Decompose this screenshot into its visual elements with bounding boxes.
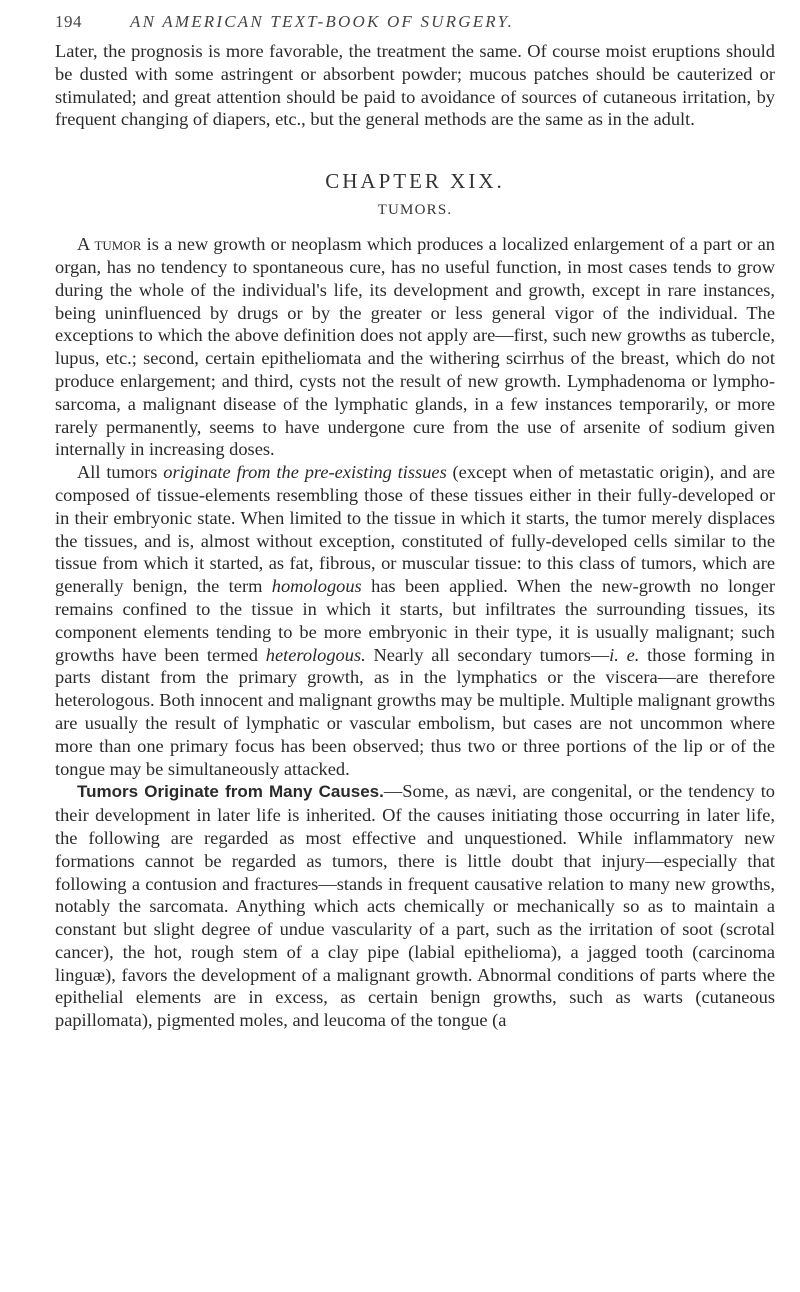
italic-term: heterologous. bbox=[265, 644, 366, 665]
text-run: All tumors bbox=[77, 462, 164, 483]
text-run: has been applied. When the new-growth no longer remains confined to the tissue in which it starts, but infiltrates the surrounding tissues, its component elements tending to be more embryonic in their type, it is usually malignant; such growths have been termed bbox=[55, 576, 775, 665]
paragraph-tumor-origin bbox=[55, 461, 775, 780]
italic-term: i. e. bbox=[609, 644, 640, 665]
text-run: (except when of metastatic origin), and are composed of tissue-elements resembling those of these tissues either in their fully-developed or in their embryonic state. When limited to the tissue in which it starts, the tumor merely displaces the tissues, and is, almost without exception, constituted of fully-developed cells similar to the tissue from which it started, as fat, fibrous, or muscular tissue: to this class of tumors, which are generally benign, the term bbox=[55, 462, 775, 597]
book-page bbox=[55, 12, 775, 1032]
intro-paragraph: Later, the prognosis is more favorable, the treatment the same. Of course moist eruptions should be dusted with some astringent or absorbent powder; mucous patches should be cauterized or stimulated; and great attention should be paid to avoidance of sources of cutaneous irritation, by frequent changing of diapers, etc., but the general methods are the same as in the adult. bbox=[55, 41, 775, 130]
paragraph-tumor-definition bbox=[55, 233, 775, 461]
section-sidehead: Tumors Originate from Many Causes. bbox=[77, 782, 384, 802]
chapter-subheading: TUMORS. bbox=[377, 202, 453, 219]
running-head bbox=[55, 12, 775, 40]
text-run: Nearly all secondary tumors— bbox=[365, 644, 610, 665]
italic-term: homologous bbox=[271, 576, 362, 597]
paragraph-tumor-causes bbox=[55, 780, 775, 1032]
italic-term: originate from the pre-existing tissues bbox=[163, 462, 447, 483]
running-title: AN AMERICAN TEXT-BOOK OF SURGERY. bbox=[130, 12, 515, 31]
paragraph-text: —Some, as nævi, are congenital, or the tendency to their development in later life is inherited. Of the causes initiating those occurring in later life, the following are regarded as most effective and unquestioned. While inflammatory new formations cannot be regarded as tumors, there is little doubt that injury—especially that following a contusion and fractures—stands in frequent causative relation to many new growths, notably the sarcomata. Anything which acts chemically or mechanically so as to maintain a constant but slight degree of undue vascularity of a part, such as the irritation of soot (scrotal cancer), the hot, rough stem of a clay pipe (labial epithelioma), a jagged tooth (carcinoma linguæ), favors the development of a malignant growth. Abnormal conditions of parts where the epithelial elements are in excess, as certain benign growths, such as warts (cutaneous papillomata), pigmented moles, and leucoma of the tongue (a bbox=[55, 781, 776, 1031]
chapter-heading: CHAPTER XIX. bbox=[325, 169, 505, 194]
lead-words: A tumor bbox=[77, 234, 142, 255]
page-number: 194 bbox=[55, 12, 82, 31]
text-run: those forming in parts distant from the primary growth, as in the lymphatics or the viscera—are therefore heterologous. Both innocent and malignant growths may be multiple. Multiple malignant growths are usually the result of lymphatic or vascular embolism, but cases are not uncommon where more than one primary focus has been observed; thus two or three portions of the lip or of the tongue may be simultaneously attacked. bbox=[55, 644, 775, 779]
paragraph-text: is a new growth or neoplasm which produces a localized enlargement of a part or an organ, has no tendency to spontaneous cure, has no useful function, in most cases tends to grow during the whole of the individual's life, its development and growth, except in rare instances, being uninfluenced by drugs or by the greater or less general vigor of the individual. The exceptions to which the above definition does not apply are—first, such new growths as tubercle, lupus, etc.; second, certain epitheliomata and the withering scirrhus of the breast, which do not produce enlargement; and third, cysts not the result of new growth. Lymphadenoma or lympho-sarcoma, a malignant disease of the lymphatic glands, in a few instances temporarily, or more rarely permanently, seems to have undergone cure from the use of arsenite of sodium given internally in increasing doses. bbox=[55, 234, 776, 460]
